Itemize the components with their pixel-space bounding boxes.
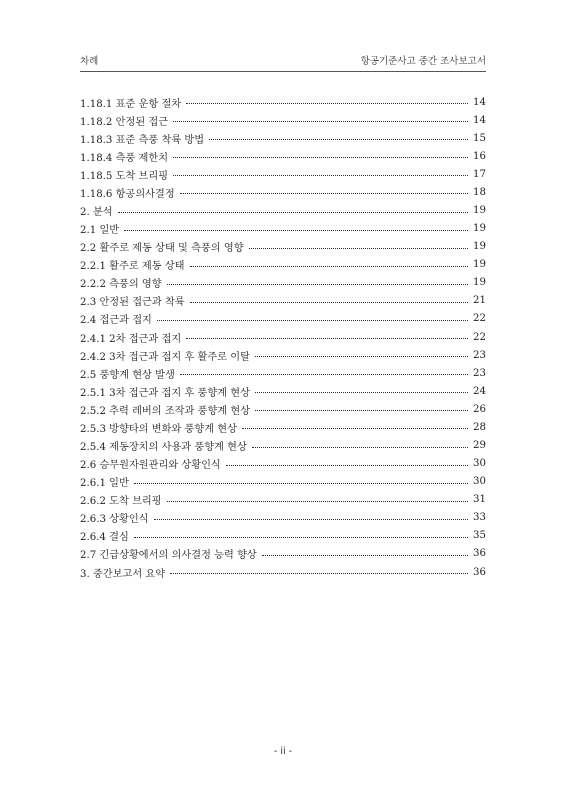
toc-entry-label: 3. 중간보고서 요약 (80, 568, 166, 580)
toc-entry[interactable] (80, 111, 486, 129)
toc-entry-page: 14 (473, 114, 486, 126)
toc-entry-page: 22 (473, 331, 486, 343)
toc-entry-page: 33 (473, 512, 486, 524)
toc-entry-label: 2.7 긴급상황에서의 의사결정 능력 향상 (80, 550, 257, 562)
toc-entry[interactable] (80, 436, 486, 454)
toc-entry-page: 19 (473, 205, 486, 216)
toc-entry[interactable] (80, 527, 486, 545)
toc-entry-page: 19 (473, 223, 486, 235)
toc-entry[interactable] (80, 400, 486, 418)
toc-entry-label: 2.5.1 3차 접근과 접지 후 풍향계 현상 (80, 387, 250, 399)
toc-entry-page: 35 (473, 530, 486, 542)
table-of-contents (80, 93, 486, 581)
toc-entry-page: 15 (473, 132, 486, 144)
toc-entry-label: 2.5.4 제동장치의 사용과 풍향계 현상 (80, 442, 247, 454)
toc-entry[interactable] (80, 220, 486, 238)
dot-leader (242, 427, 468, 429)
dot-leader (209, 138, 468, 140)
toc-entry-label: 1.18.1 표준 운항 절차 (80, 98, 182, 110)
dot-leader (255, 391, 468, 393)
dot-leader (167, 500, 468, 502)
toc-entry-label: 1.18.5 도착 브리핑 (80, 170, 169, 182)
toc-entry[interactable] (80, 545, 486, 563)
dot-leader (226, 464, 468, 466)
toc-entry-label: 2.3 안정된 접근과 착륙 (80, 297, 185, 309)
toc-entry-page: 19 (473, 259, 486, 271)
toc-entry[interactable] (80, 310, 486, 328)
dot-leader (173, 156, 468, 158)
toc-entry-page: 26 (473, 403, 486, 415)
toc-entry-page: 19 (473, 241, 486, 253)
toc-entry-page: 36 (473, 548, 486, 560)
header-divider (80, 71, 486, 72)
toc-entry-label: 2.1 일반 (80, 225, 120, 237)
toc-entry[interactable] (80, 509, 486, 527)
header-section-title: 차례 (80, 56, 99, 67)
toc-entry-label: 2.5.2 추력 레버의 조작과 풍향계 현상 (80, 405, 251, 417)
dot-leader (173, 174, 468, 176)
toc-entry-page: 23 (473, 349, 486, 361)
toc-entry-label: 2.6.4 결심 (80, 532, 129, 544)
toc-entry-page: 30 (473, 476, 486, 488)
toc-entry-page: 24 (473, 385, 486, 397)
toc-entry-label: 2.5.3 방향타의 변화와 풍향계 현상 (80, 423, 237, 435)
toc-entry[interactable] (80, 93, 486, 111)
toc-entry[interactable] (80, 183, 486, 201)
toc-entry-page: 16 (473, 150, 486, 162)
dot-leader (134, 482, 468, 484)
toc-entry[interactable] (80, 382, 486, 400)
dot-leader (255, 355, 468, 357)
toc-entry-label: 2.4 접근과 접지 (80, 315, 152, 327)
toc-entry-label: 1.18.6 항공의사결정 (80, 188, 175, 200)
toc-entry[interactable] (80, 346, 486, 364)
dot-leader (249, 247, 468, 249)
toc-entry-page: 21 (473, 295, 486, 307)
toc-entry[interactable] (80, 129, 486, 147)
toc-entry-label: 2.4.1 2차 접근과 접지 (80, 333, 182, 345)
toc-entry-page: 28 (473, 421, 486, 433)
dot-leader (157, 319, 468, 321)
toc-entry[interactable] (80, 292, 486, 310)
dot-leader (118, 211, 468, 213)
dot-leader (190, 301, 468, 303)
toc-entry-page: 30 (473, 458, 486, 470)
toc-entry-page: 18 (473, 186, 486, 198)
dot-leader (154, 518, 469, 520)
toc-entry[interactable] (80, 274, 486, 292)
page-number: - ii - (273, 746, 293, 757)
toc-entry-label: 2.6.3 상황인식 (80, 514, 149, 526)
dot-leader (124, 229, 468, 231)
toc-entry[interactable] (80, 238, 486, 256)
toc-entry-page: 17 (473, 168, 486, 180)
toc-entry[interactable] (80, 201, 486, 219)
toc-entry-label: 2.6 승무원자원관리와 상황인식 (80, 460, 221, 472)
toc-entry[interactable] (80, 491, 486, 509)
toc-entry-label: 2.5 풍향계 현상 발생 (80, 369, 175, 381)
toc-entry-label: 2.4.2 3차 접근과 접지 후 활주로 이탈 (80, 351, 250, 363)
toc-entry[interactable] (80, 473, 486, 491)
toc-entry-page: 14 (473, 96, 486, 108)
toc-entry[interactable] (80, 147, 486, 165)
toc-entry[interactable] (80, 328, 486, 346)
header-document-title: 항공기준사고 중간 조사보고서 (360, 56, 486, 67)
dot-leader (255, 409, 468, 411)
dot-leader (167, 283, 468, 285)
toc-entry-page: 36 (473, 566, 486, 578)
toc-entry-page: 31 (473, 494, 486, 506)
toc-entry[interactable] (80, 563, 486, 581)
toc-entry-label: 2.6.1 일반 (80, 478, 129, 490)
toc-entry-page: 22 (473, 313, 486, 325)
toc-entry-label: 1.18.3 표준 측풍 착륙 방법 (80, 134, 205, 146)
toc-entry-label: 2.2.1 활주로 제동 상태 (80, 261, 185, 273)
toc-entry-page: 19 (473, 277, 486, 289)
dot-leader (252, 446, 468, 448)
toc-entry-label: 2.2 활주로 제동 상태 및 측풍의 영향 (80, 243, 244, 255)
dot-leader (186, 102, 468, 104)
toc-entry-label: 1.18.2 안정된 접근 (80, 116, 169, 128)
dot-leader (170, 572, 468, 574)
dot-leader (173, 120, 468, 122)
dot-leader (134, 536, 468, 538)
toc-entry-page: 29 (473, 440, 486, 452)
toc-entry-label: 2.2.2 측풍의 영향 (80, 279, 162, 291)
dot-leader (262, 554, 468, 556)
toc-entry[interactable] (80, 256, 486, 274)
toc-entry[interactable] (80, 455, 486, 473)
toc-entry[interactable] (80, 418, 486, 436)
page-header (80, 53, 486, 67)
dot-leader (180, 373, 468, 375)
toc-entry-label: 1.18.4 측풍 제한치 (80, 152, 169, 164)
dot-leader (190, 265, 469, 267)
toc-entry-label: 2. 분석 (80, 207, 113, 218)
toc-entry[interactable] (80, 165, 486, 183)
toc-entry[interactable] (80, 364, 486, 382)
dot-leader (186, 337, 468, 339)
toc-entry-page: 23 (473, 367, 486, 379)
toc-entry-label: 2.6.2 도착 브리핑 (80, 496, 162, 508)
dot-leader (180, 192, 468, 194)
